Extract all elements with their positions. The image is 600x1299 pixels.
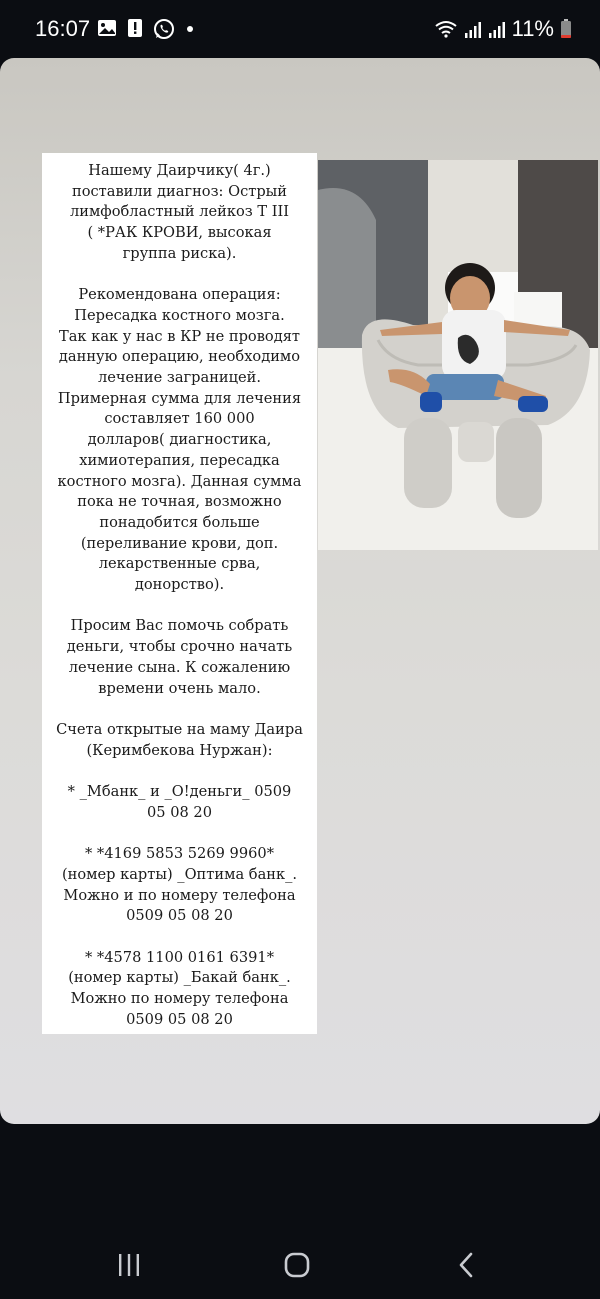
battery-icon bbox=[560, 19, 572, 39]
signal-icon bbox=[488, 19, 506, 39]
diagnosis-paragraph: Нашему Даирчику( 4г.) поставили диагноз: Острый лимфобластный лейкоз Т III ( *РАК КРОВИ, высокая группа риска). bbox=[69, 162, 290, 262]
gallery-icon bbox=[97, 18, 117, 38]
recent-apps-icon[interactable] bbox=[109, 1245, 149, 1285]
more-notifications-dot bbox=[187, 26, 193, 32]
status-time: 16:07 bbox=[35, 16, 91, 41]
battery-percent: 11% bbox=[511, 16, 554, 41]
account-mbank: * _Мбанк_ и _О!деньги_ 0509 05 08 20 bbox=[67, 783, 292, 821]
system-indicators bbox=[434, 16, 572, 42]
back-icon[interactable] bbox=[446, 1245, 486, 1285]
account-bakai: * *4578 1100 0161 6391* (номер карты) _Бакай банк_. Можно по номеру телефона 0509 05 08 20 bbox=[68, 948, 291, 1028]
whatsapp-icon bbox=[153, 18, 173, 38]
notification-icons bbox=[97, 18, 193, 38]
alert-icon bbox=[125, 18, 145, 38]
wifi-icon bbox=[434, 19, 458, 39]
home-icon[interactable] bbox=[277, 1245, 317, 1285]
treatment-paragraph: Рекомендована операция: Пересадка костного мозга. Так как у нас в КР не проводят данную операцию, необходимо лечение заграницей. Примерная сумма для лечения составляет 160 000 долларов( диагностика, химиотерапия, пересадка костного мозга). Данная сумма пока не точная, возможно понадобится больше (переливание крови, доп. лекарственные срва, донорство). bbox=[57, 286, 302, 594]
account-optima: * *4169 5853 5269 9960* (номер карты) _Оптима банк_. Можно и по номеру телефона 0509 05 08 20 bbox=[61, 845, 298, 925]
accounts-heading: Счета открытые на маму Даира (Керимбекова Нуржан): bbox=[56, 720, 303, 759]
fundraising-text-card bbox=[42, 153, 317, 1034]
appeal-paragraph: Просим Вас помочь собрать деньги, чтобы срочно начать лечение сына. К сожалению времени очень мало. bbox=[66, 617, 293, 697]
signal-icon bbox=[464, 19, 482, 39]
story-viewer[interactable] bbox=[0, 58, 600, 1124]
status-bar bbox=[0, 0, 600, 58]
child-photo bbox=[318, 160, 598, 550]
